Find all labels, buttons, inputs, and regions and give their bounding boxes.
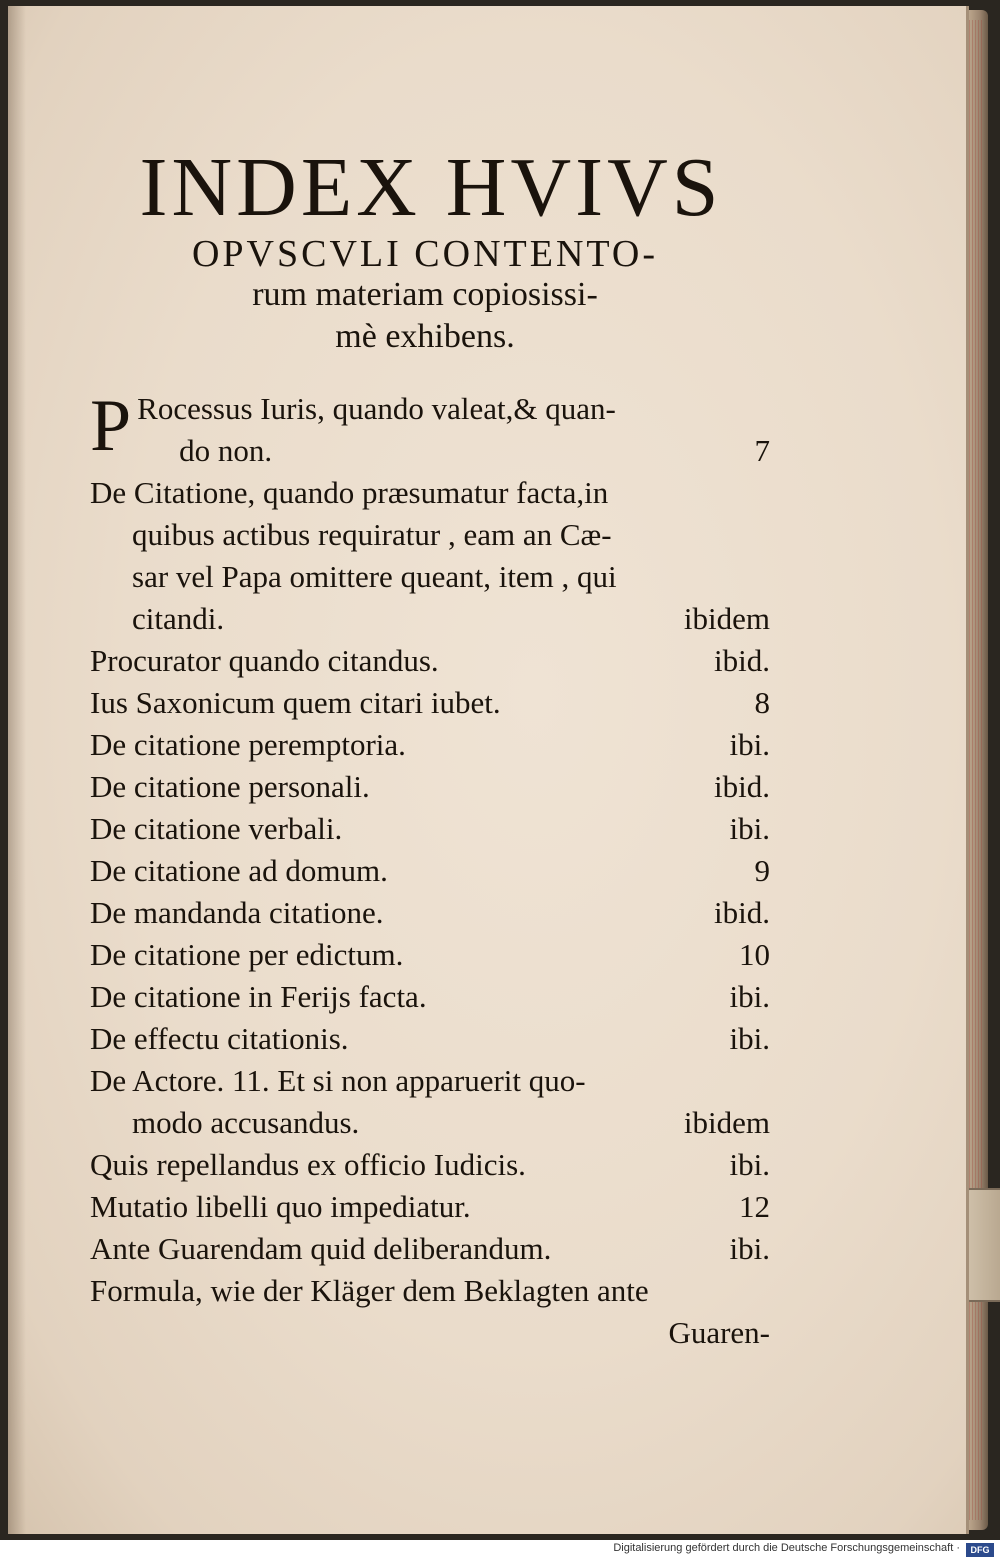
- entry-line: [90, 808, 770, 850]
- entry-page-ref: ibi.: [729, 979, 770, 1014]
- entry-text: Ius Saxonicum quem citari iubet.: [90, 685, 501, 720]
- book-page: [8, 6, 969, 1534]
- entry-text: modo accusandus.: [132, 1105, 360, 1140]
- entry-page-ref: ibid.: [714, 643, 770, 678]
- index-subtitle-line-1: OPVSCVLI CONTENTO-: [191, 233, 659, 275]
- entry-text: Quis repellandus ex officio Iudicis.: [90, 1147, 526, 1182]
- entry-line: [90, 556, 770, 598]
- entry-text: do non.: [179, 433, 273, 468]
- index-entry: [90, 1270, 770, 1354]
- entry-line: [90, 1102, 770, 1144]
- entry-page-ref: ibi.: [729, 1021, 770, 1056]
- entry-page-ref: 8: [754, 685, 770, 720]
- entry-line: [90, 976, 770, 1018]
- entry-page-ref: ibi.: [729, 727, 770, 762]
- index-entry: [90, 724, 770, 766]
- index-entry: [90, 892, 770, 934]
- index-entry: [90, 682, 770, 724]
- entry-page-ref: 7: [754, 433, 770, 468]
- entry-text: quibus actibus requiratur , eam an Cæ-: [132, 517, 612, 552]
- entry-line: [90, 1144, 770, 1186]
- index-entry: [90, 934, 770, 976]
- index-entry: [90, 640, 770, 682]
- index-entries: [90, 385, 770, 1354]
- entry-page-ref: 9: [754, 853, 770, 888]
- entry-page-ref: [762, 1060, 770, 1102]
- entry-line: [90, 1060, 770, 1102]
- index-entry: [90, 1018, 770, 1060]
- entry-line: [90, 682, 770, 724]
- entry-text: De Citatione, quando præsumatur facta,in: [90, 475, 609, 510]
- entry-page-ref: [762, 556, 770, 598]
- index-entry: [90, 850, 770, 892]
- index-entry: [90, 808, 770, 850]
- entry-line: [137, 430, 770, 472]
- entry-page-ref: ibi.: [729, 811, 770, 846]
- entry-line: [90, 934, 770, 976]
- entry-text: De citatione verbali.: [90, 811, 343, 846]
- index-subtitle-line-3: mè exhibens.: [335, 318, 515, 355]
- entry-line: [90, 1270, 770, 1312]
- entry-page-ref: ibidem: [683, 1105, 770, 1140]
- entry-page-ref: ibid.: [714, 895, 770, 930]
- index-entry: [90, 1144, 770, 1186]
- entry-page-ref: [762, 388, 770, 430]
- entry-text: De Actore. 11. Et si non apparuerit quo-: [90, 1063, 586, 1098]
- entry-page-ref: Guaren-: [668, 1315, 770, 1350]
- entry-line: [90, 766, 770, 808]
- entry-page-ref: 10: [739, 937, 770, 972]
- entry-line: [90, 1228, 770, 1270]
- index-entry: [90, 976, 770, 1018]
- entry-text: De citatione peremptoria.: [90, 727, 406, 762]
- entry-text: citandi.: [132, 601, 225, 636]
- entry-text: De mandanda citatione.: [90, 895, 384, 930]
- entry-page-ref: ibi.: [729, 1147, 770, 1182]
- entry-page-ref: [762, 1270, 770, 1312]
- entry-text: Procurator quando citandus.: [90, 643, 439, 678]
- index-subtitle-line-2: rum materiam copiosissi-: [252, 276, 598, 313]
- entry-text: De citatione personali.: [90, 769, 370, 804]
- entry-page-ref: [762, 472, 770, 514]
- index-title: INDEX HVIVS: [139, 141, 723, 234]
- entry-line: [137, 388, 770, 430]
- index-entry: [90, 1228, 770, 1270]
- drop-cap: P: [90, 385, 132, 467]
- entry-line: [90, 724, 770, 766]
- entry-page-ref: ibi.: [729, 1231, 770, 1266]
- entry-text: sar vel Papa omittere queant, item , qui: [132, 559, 617, 594]
- index-entry: [90, 1060, 770, 1144]
- entry-page-ref: ibid.: [714, 769, 770, 804]
- dfg-logo: DFG: [966, 1543, 994, 1557]
- entry-line: [90, 472, 770, 514]
- footer-credit: Digitalisierung gefördert durch die Deutsche Forschungsgemeinschaft ·: [613, 1542, 960, 1554]
- entry-page-ref: 12: [739, 1189, 770, 1224]
- entry-line: [90, 850, 770, 892]
- entry-text: De effectu citationis.: [90, 1021, 349, 1056]
- index-entry: [90, 385, 770, 472]
- entry-text: Rocessus Iuris, quando valeat,& quan-: [137, 391, 616, 426]
- entry-line: [90, 640, 770, 682]
- entry-page-ref: [762, 514, 770, 556]
- entry-text: Mutatio libelli quo impediatur.: [90, 1189, 471, 1224]
- entry-line: [90, 1018, 770, 1060]
- entry-line: [90, 1186, 770, 1228]
- entry-text: Ante Guarendam quid deliberandum.: [90, 1231, 552, 1266]
- entry-line: [90, 514, 770, 556]
- index-entry: [90, 766, 770, 808]
- footer-bar: [0, 1540, 1000, 1560]
- entry-text: De citatione ad domum.: [90, 853, 388, 888]
- entry-text: De citatione per edictum.: [90, 937, 404, 972]
- index-entry: [90, 472, 770, 640]
- entry-text: De citatione in Ferijs facta.: [90, 979, 427, 1014]
- entry-page-ref: ibidem: [683, 601, 770, 636]
- entry-text: Formula, wie der Kläger dem Beklagten ante: [90, 1273, 649, 1308]
- entry-line: [90, 598, 770, 640]
- entry-line: [90, 1312, 770, 1354]
- entry-line: [90, 892, 770, 934]
- index-entry: [90, 1186, 770, 1228]
